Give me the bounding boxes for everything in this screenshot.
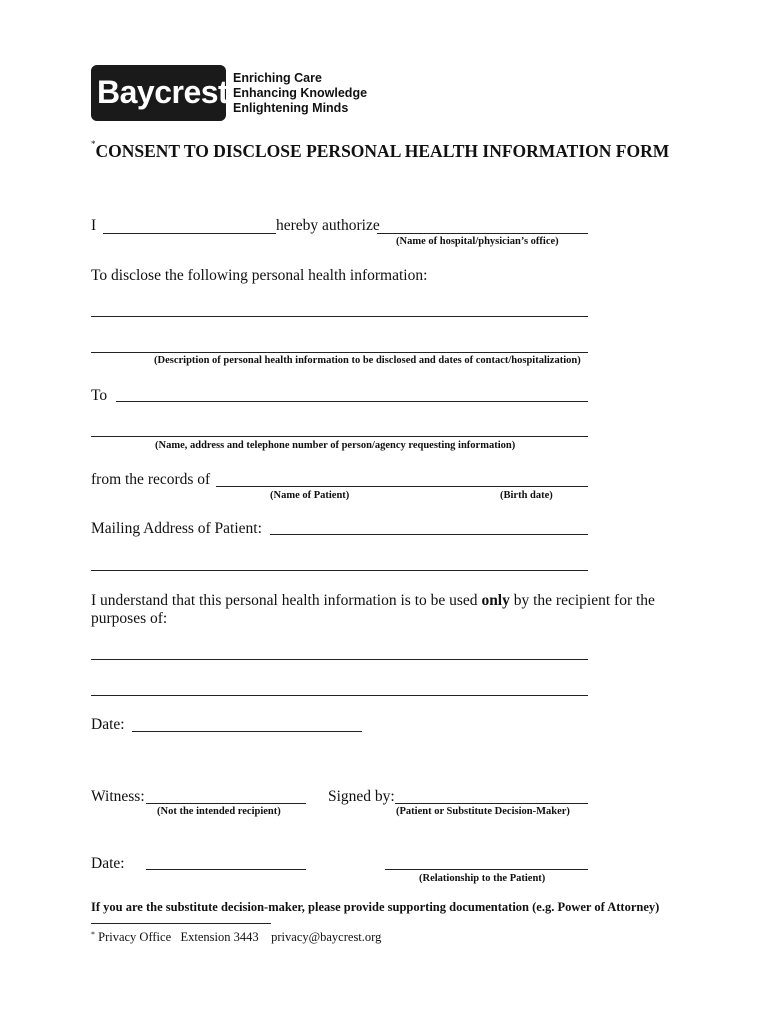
authorize-label: hereby authorize [276,217,380,234]
tagline-line-3: Enlightening Minds [233,101,349,115]
signature-date-label: Date: [91,855,125,872]
hospital-name-field[interactable] [377,233,588,234]
footnote-email[interactable]: privacy@baycrest.org [271,930,382,944]
mailing-address-field-line-2[interactable] [91,570,588,571]
title-footnote-mark: * [91,139,96,149]
tagline-line-1: Enriching Care [233,71,322,85]
relationship-caption: (Relationship to the Patient) [419,873,546,884]
mailing-address-field-line-1[interactable] [270,534,588,535]
purpose-statement [91,592,655,610]
patient-name-caption: (Name of Patient) [270,490,350,501]
purpose-statement-pre: I understand that this personal health information is to be used [91,592,478,609]
authorizer-name-field[interactable] [103,233,276,234]
date-label: Date: [91,716,125,733]
records-label: from the records of [91,471,211,488]
to-label: To [91,387,108,404]
recipient-field-line-1[interactable] [116,401,588,402]
purpose-field-line-1[interactable] [91,659,588,660]
signature-caption: (Patient or Substitute Decision-Maker) [396,806,570,817]
purpose-statement-post: by the recipient for the [513,592,655,609]
footnote-extension: Extension 3443 [180,930,259,944]
date-field[interactable] [132,731,362,732]
purpose-field-line-2[interactable] [91,695,588,696]
patient-name-birthdate-field[interactable] [216,486,588,487]
tagline-line-2: Enhancing Knowledge [233,86,368,100]
form-title-text: CONSENT TO DISCLOSE PERSONAL HEALTH INFORMATION FORM [95,141,670,161]
purpose-statement-line-2: purposes of: [91,610,168,627]
disclose-field-line-1[interactable] [91,316,588,317]
substitute-decision-maker-note: If you are the substitute decision-maker, please provide supporting documentation (e.g. Power of Attorney) [91,900,660,914]
disclose-field-line-2[interactable] [91,352,588,353]
signed-by-label: Signed by: [328,788,395,805]
recipient-field-line-2[interactable] [91,436,588,437]
witness-field[interactable] [146,803,306,804]
witness-label: Witness: [91,788,145,805]
footnote-office: Privacy Office [98,930,172,944]
recipient-caption: (Name, address and telephone number of person/agency requesting information) [155,440,516,451]
disclose-label: To disclose the following personal health information: [91,267,428,284]
mailing-address-label: Mailing Address of Patient: [91,520,262,537]
form-title [91,141,669,162]
logo-name: Baycrest [97,74,229,110]
hospital-caption: (Name of hospital/physician’s office) [396,236,559,247]
footnote-divider [91,923,271,924]
authorize-i-label: I [91,217,97,234]
purpose-statement-only: only [481,592,510,609]
footnote-mark: * [91,930,95,939]
signature-field[interactable] [395,803,588,804]
witness-caption: (Not the intended recipient) [157,806,281,817]
birth-date-caption: (Birth date) [500,490,553,501]
relationship-field[interactable] [385,869,588,870]
disclose-caption: (Description of personal health information to be disclosed and dates of contact/hospitalization) [154,355,581,366]
signature-date-field[interactable] [146,869,306,870]
footnote [91,930,381,945]
